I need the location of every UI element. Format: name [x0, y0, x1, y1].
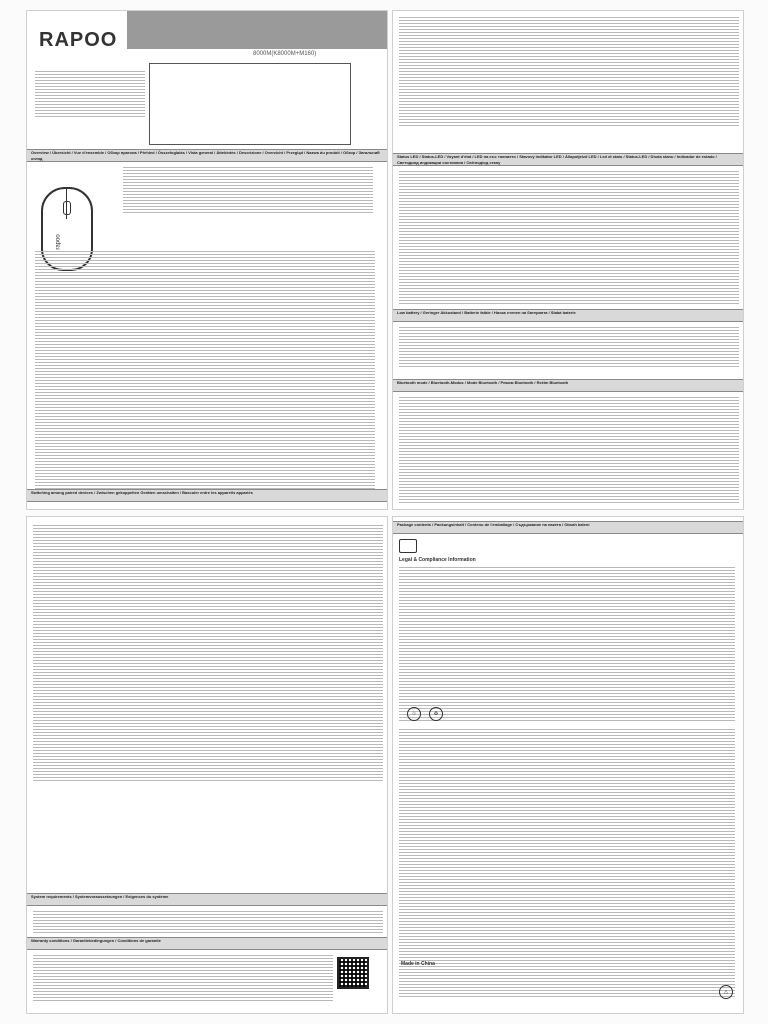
language-columns	[35, 251, 375, 491]
mouse-illustration	[31, 167, 111, 249]
status-panel	[392, 10, 744, 510]
low-battery-heading: Low battery / Geringer Akkustand / Batterie faible / Ниска степен на батерията / Slabá baterie	[393, 309, 743, 322]
bluetooth-heading: Bluetooth mode / Bluetooth-Modus / Mode Bluetooth / Режим Bluetooth / Režim Bluetooth	[393, 379, 743, 392]
legal-text	[399, 567, 735, 723]
system-text	[33, 911, 383, 935]
mouse-box-icon	[399, 539, 417, 553]
package-heading: Package contents / Packungsinhalt / Contenu de l'emballage / Съдържание на пакета / Obsah balení	[393, 521, 743, 534]
intro-text	[35, 71, 145, 119]
cover-panel	[26, 10, 388, 510]
legal-heading: Legal & Compliance Information	[399, 557, 476, 563]
switching-text	[33, 525, 383, 783]
setup-illustration	[149, 63, 351, 145]
bluetooth-text	[399, 397, 739, 505]
switching-panel	[26, 516, 388, 1014]
switching-heading: Switching among paired devices / Zwischen gekoppelten Geräten umschalten / Basculer entre les appareils appariés	[27, 489, 387, 502]
language-band	[127, 11, 388, 49]
recycle-icon: ♻	[429, 707, 443, 721]
warranty-heading: Warranty conditions / Garantiebedingungen / Conditions de garantie	[27, 937, 387, 950]
disposal-text	[399, 729, 735, 999]
system-heading: System requirements / Systemvoraussetzungen / Exigences du système	[27, 893, 387, 906]
status-led-text	[399, 171, 739, 306]
warranty-text	[33, 955, 333, 1003]
weee-icon: ♲	[407, 707, 421, 721]
recycling-triangle-icon: △	[719, 985, 733, 999]
low-battery-text	[399, 327, 739, 369]
made-in-label: Made in China	[401, 961, 435, 967]
status-led-heading: Status LED / Status-LED / Voyant d'état / LED на със тоянието / Stavový indikátor LED / Állapotjelző LED / Led di stato / Status-LED / Dioda stanu / Indicador de estado / Светодиод индикации состояния / Світлодіод стану	[393, 153, 743, 166]
mouse-icon: rapoo	[41, 187, 93, 271]
legal-panel	[392, 516, 744, 1014]
model-number: 8000M(K8000M+M160)	[253, 51, 317, 57]
intro-columns	[399, 17, 739, 128]
brand-logo: RAPOO	[39, 29, 118, 51]
overview-text	[123, 167, 373, 215]
qr-code-icon	[337, 957, 369, 989]
overview-heading: Overview / Übersicht / Vue d'ensemble / Обзор прагона / Přehled / Összefoglalás / Vista general / Áttekintés / Descrizione / Overzicht / Przegląd / Nazwa du produit / Обзор / Загальний огляд	[27, 149, 387, 162]
